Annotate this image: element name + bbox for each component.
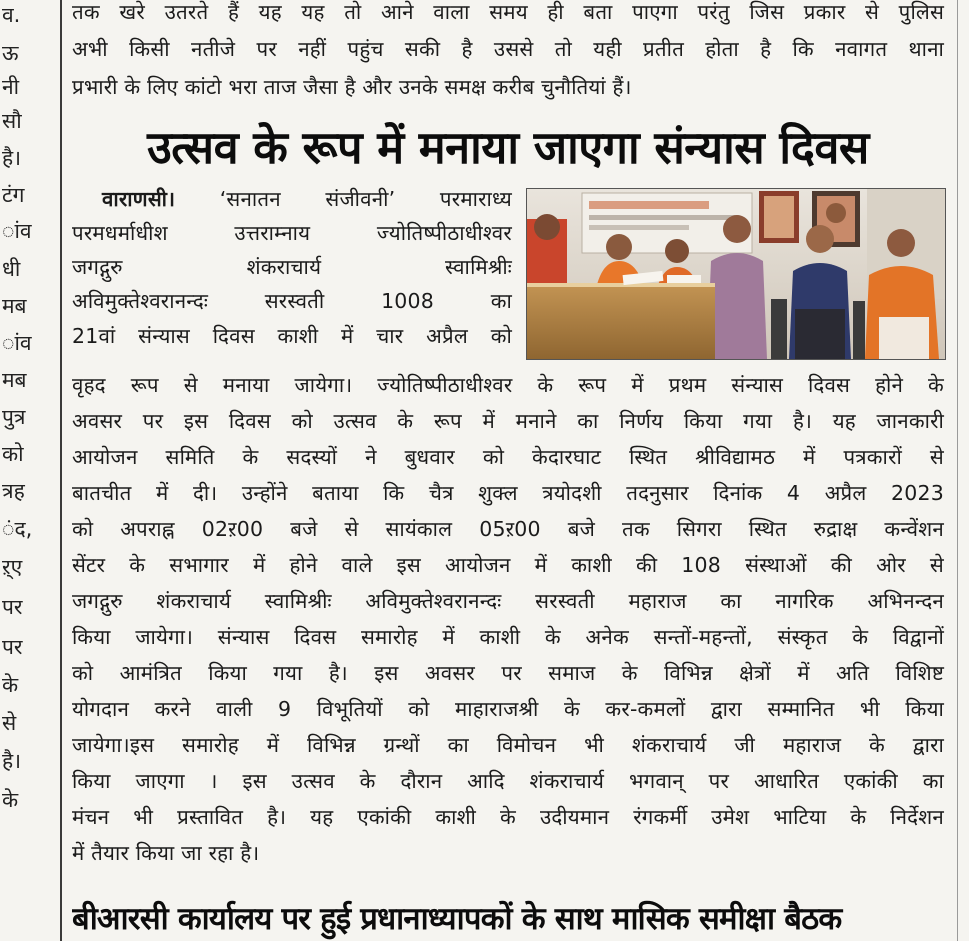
fragment-line: पर [2, 635, 23, 659]
fragment-line: टंग [2, 183, 25, 207]
fragment-line: व. [2, 3, 21, 27]
adjacent-column-fragment [0, 0, 52, 941]
text-line: को अपराह्न 02ऱ00 बजे से सायंकाल 05ऱ00 बजे तक सिगरा स्थित रुद्राक्ष कन्वेंशन [72, 517, 944, 541]
text-line: प्रभारी के लिए कांटो भरा ताज जैसा है और उनके समक्ष करीब चुनौतियां हैं। [72, 75, 632, 99]
fragment-line: के [2, 673, 19, 697]
text-line: किया जायेगा। संन्यास दिवस समारोह में काशी के अनेक सन्तों-महन्तों, संस्कृत के विद्वानों [72, 625, 944, 649]
text-line: अभी किसी नतीजे पर नहीं पहुंच सकी है उससे तो यही प्रतीत होता है कि नवागत थाना [72, 37, 944, 61]
text-line: अविमुक्तेश्वरानन्दः सरस्वती 1008 का [72, 289, 512, 313]
fragment-line: ांव [2, 219, 32, 243]
article-headline: उत्सव के रूप में मनाया जाएगा संन्यास दिवस [147, 121, 869, 174]
fragment-line: त्रह [2, 479, 25, 503]
fragment-line: से [2, 711, 17, 735]
text-line: योगदान करने वाली 9 विभूतियों को माहाराजश्री के कर-कमलों द्वारा सम्मानित भी किया [72, 697, 944, 721]
intro-text: ‘सनातन संजीवनी’ परमाराध्य [219, 187, 512, 211]
fragment-line: है। [2, 146, 22, 170]
fragment-line: ऊ [2, 41, 19, 65]
fragment-line: पुत्र [2, 405, 26, 429]
text-line: जगद्गुरु शंकराचार्य स्वामिश्रीः [72, 255, 512, 279]
fragment-line: के [2, 788, 19, 812]
fragment-line: सौ [2, 109, 22, 133]
text-line: को आमंत्रित किया गया है। इस अवसर पर समाज के विभिन्न क्षेत्रों में अति विशिष्ट [72, 661, 944, 685]
right-page-edge [957, 0, 958, 941]
text-line: वृहद रूप से मनाया जायेगा। ज्योतिष्पीठाधीश्वर के रूप में प्रथम संन्यास दिवस होने के [72, 373, 944, 397]
text-line: जगद्गुरु शंकराचार्य स्वामिश्रीः अविमुक्तेश्वरानन्दः सरस्वती महाराज का नागरिक अभिनन्दन [72, 589, 944, 613]
text-line: में तैयार किया जा रहा है। [72, 841, 260, 865]
fragment-line: ंद, [2, 517, 33, 541]
text-line: सेंटर के सभागार में होने वाले इस आयोजन में काशी की 108 संस्थाओं की ओर से [72, 553, 944, 577]
text-line: जायेगा।इस समारोह में विभिन्न ग्रन्थों का विमोचन भी शंकराचार्य जी महाराज के द्वारा [72, 733, 944, 757]
text-line: अवसर पर इस दिवस को उत्सव के रूप में मनाने का निर्णय किया गया है। यह जानकारी [72, 409, 944, 433]
text-line: मंचन भी प्रस्तावित है। यह एकांकी काशी के उदीयमान रंगकर्मी उमेश भाटिया के निर्देशन [72, 805, 944, 829]
text-line: बातचीत में दी। उन्होंने बताया कि चैत्र शुक्ल त्रयोदशी तदनुसार दिनांक 4 अप्रैल 2023 [72, 481, 944, 505]
dateline: वाराणसी। [102, 187, 176, 211]
text-line: आयोजन समिति के सदस्यों ने बुधवार को केदारघाट स्थित श्रीविद्यामठ में पत्रकारों से [72, 445, 944, 469]
fragment-line: ऱ्ए [2, 555, 23, 579]
fragment-line: धी [2, 257, 21, 281]
fragment-line: है। [2, 749, 22, 773]
text-line: 21वां संन्यास दिवस काशी में चार अप्रैल को [72, 324, 512, 348]
text-line: तक खरे उतरते हैं यह यह तो आने वाला समय ही बता पाएगा परंतु जिस प्रकार से पुलिस [72, 0, 944, 24]
fragment-line: ांव [2, 331, 32, 355]
text-line: परमधर्माधीश उत्तराम्नाय ज्योतिष्पीठाधीश्वर [72, 221, 512, 245]
fragment-line: मब [2, 294, 27, 318]
text-line: किया जाएगा । इस उत्सव के दौरान आदि शंकराचार्य भगवान् पर आधारित एकांकी का [72, 769, 944, 793]
intro-line-1 [72, 183, 512, 216]
photo-illustration [527, 189, 945, 359]
column-divider [60, 0, 62, 941]
fragment-line: पर [2, 595, 23, 619]
press-conference-photo [526, 188, 946, 360]
fragment-line: नी [2, 75, 20, 99]
fragment-line: को [2, 442, 24, 466]
fragment-line: मब [2, 368, 27, 392]
next-article-headline: बीआरसी कार्यालय पर हुई प्रधानाध्यापकों के साथ मासिक समीक्षा बैठक [72, 901, 842, 937]
